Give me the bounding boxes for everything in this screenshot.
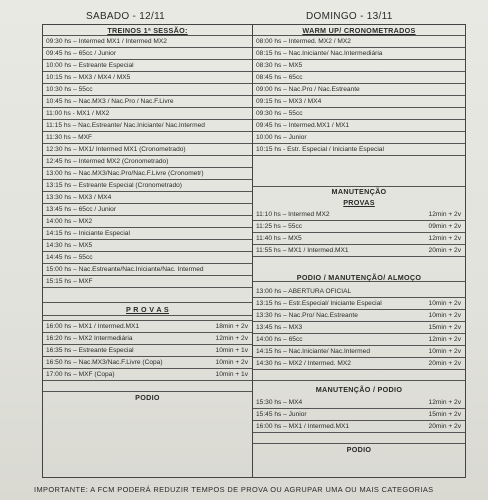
prova-row — [253, 421, 465, 433]
session-text: 08:45 hs – 65cc — [256, 74, 303, 81]
blank-row — [253, 433, 465, 444]
warmup-row — [253, 132, 465, 144]
session-text: 11:25 hs – 55cc — [256, 223, 303, 230]
session-text: 12:30 hs – MX1/ Intermed MX1 (Cronometrado) — [46, 146, 186, 153]
session-text: 13:00 hs – Nac.MX3/Nac.Pro/Nac.F.Livre (Cronometr) — [46, 170, 204, 177]
session-duration: 10min + 2v — [428, 300, 461, 307]
session-duration: 20min + 2v — [428, 247, 461, 254]
prova-row — [43, 333, 252, 345]
session-text: 14:00 hs – 65cc — [256, 336, 303, 343]
sunday-heading: DOMINGO - 13/11 — [306, 11, 393, 22]
treino-row — [43, 180, 252, 192]
session-text: 09:45 hs – Intermed.MX1 / MX1 — [256, 122, 350, 129]
session-duration: 10min + 1v — [215, 371, 248, 378]
prova-row — [43, 357, 252, 369]
session-duration: 15min + 2v — [428, 411, 461, 418]
session-text: 14:15 hs – Iniciante Especial — [46, 230, 130, 237]
schedule-table — [42, 24, 466, 478]
treino-row — [43, 204, 252, 216]
treino-row — [43, 48, 252, 60]
blank-row — [43, 288, 252, 303]
session-text: 15:15 hs – MXF — [46, 278, 93, 285]
session-text: 16:20 hs – MX2 Intermediária — [46, 335, 133, 342]
session-text: 13:00 hs – ABERTURA OFICIAL — [256, 288, 352, 295]
manutencao-podio-title: MANUTENÇÃO / PODIO — [315, 385, 403, 394]
session-text: 09:45 hs – 65cc / Junior — [46, 50, 117, 57]
session-duration: 12min + 2v — [215, 335, 248, 342]
prova-row — [253, 409, 465, 421]
treino-row — [43, 144, 252, 156]
treino-row — [43, 60, 252, 72]
warmup-row — [253, 48, 465, 60]
saturday-heading: SABADO - 12/11 — [86, 11, 166, 22]
session-duration: 12min + 2v — [428, 336, 461, 343]
session-text: 10:30 hs – 55cc — [46, 86, 93, 93]
session-text: 08:15 hs – Nac.Iniciante/ Nac.Intermediária — [256, 50, 383, 57]
session-duration: 09min + 2v — [428, 223, 461, 230]
blank-row — [253, 370, 465, 381]
session-text: 16:00 hs – MX1 / Intermed.MX1 — [46, 323, 140, 330]
session-text: 13:30 hs – Nac.Pro/ Nac.Estreante — [256, 312, 358, 319]
session-duration: 12min + 2v — [428, 399, 461, 406]
warmup-row — [253, 120, 465, 132]
blank-row — [253, 25, 465, 36]
warmup-row — [253, 84, 465, 96]
prova-row — [253, 298, 465, 310]
prova-row — [253, 322, 465, 334]
session-duration: 12min + 2v — [428, 211, 461, 218]
session-text: 13:45 hs – 65cc / Junior — [46, 206, 117, 213]
session-text: 10:00 hs – Estreante Especial — [46, 62, 134, 69]
session-text: 14:00 hs – MX2 — [46, 218, 93, 225]
treino-row — [43, 168, 252, 180]
prova-row — [253, 358, 465, 370]
prova-row — [253, 245, 465, 257]
session-duration: 10min + 2v — [215, 359, 248, 366]
prova-row — [253, 397, 465, 409]
session-text: 15:30 hs – MX4 — [256, 399, 303, 406]
session-text: 10:15 hs - Estr. Especial / Iniciante Especial — [256, 146, 384, 153]
session-text: 15:45 hs – Junior — [256, 411, 307, 418]
session-text: 16:50 hs – Nac.MX3/Nac.F.Livre (Copa) — [46, 359, 163, 366]
warmup-row — [253, 60, 465, 72]
session-text: 11:30 hs – MXF — [46, 134, 93, 141]
prova-row — [43, 369, 252, 381]
session-text: 13:15 hs – Estr.Especial/ Iniciante Especial — [256, 300, 382, 307]
treino-row — [43, 84, 252, 96]
session-text: 10:15 hs – MX3 / MX4 / MX5 — [46, 74, 131, 81]
treino-row — [43, 264, 252, 276]
warmup-row — [253, 144, 465, 156]
prova-row — [43, 321, 252, 333]
treino-row — [43, 108, 252, 120]
session-text: 10:45 hs – Nac.MX3 / Nac.Pro / Nac.F.Livre — [46, 98, 174, 105]
session-text: 09:00 hs – Nac.Pro / Nac.Estreante — [256, 86, 360, 93]
session-duration: 10min + 2v — [428, 348, 461, 355]
treino-row — [43, 252, 252, 264]
warmup-row — [253, 36, 465, 48]
treino-row — [43, 72, 252, 84]
session-duration: 10min + 1v — [215, 347, 248, 354]
session-text: 11:15 hs – Nac.Estreante/ Nac.Iniciante/ Nac.Intermed — [46, 122, 205, 129]
podio-almoco-title: PODIO / MANUTENÇÃO/ ALMOÇO — [296, 273, 422, 282]
prova-row — [43, 345, 252, 357]
session-text: 13:30 hs – MX3 / MX4 — [46, 194, 112, 201]
session-text: 11:40 hs – MX5 — [256, 235, 302, 242]
blank-row — [253, 156, 465, 187]
prova-row — [253, 346, 465, 358]
session-duration: 20min + 2v — [428, 360, 461, 367]
session-text: 08:00 hs – Intermed. MX2 / MX2 — [256, 38, 351, 45]
session-text: 09:30 hs – Intermed MX1 / Intermed MX2 — [46, 38, 167, 45]
session-duration: 15min + 2v — [428, 324, 461, 331]
treino-row — [43, 96, 252, 108]
session-text: 14:30 hs – MX2 / Intermed. MX2 — [256, 360, 351, 367]
podio-title: PODIO — [135, 393, 160, 402]
session-text: 14:15 hs – Nac.Iniciante/ Nac.Intermed — [256, 348, 370, 355]
treino-row — [43, 240, 252, 252]
session-text: 14:45 hs – 55cc — [46, 254, 93, 261]
warmup-row — [253, 108, 465, 120]
saturday-column — [43, 25, 253, 477]
session-duration: 10min + 2v — [428, 312, 461, 319]
prova-row — [253, 233, 465, 245]
treino-row — [43, 276, 252, 288]
prova-row — [253, 334, 465, 346]
treino-row — [43, 36, 252, 48]
manutencao-title: MANUTENÇÃO — [331, 187, 387, 196]
prova-row — [253, 286, 465, 298]
session-text: 13:45 hs – MX3 — [256, 324, 303, 331]
session-text: 16:00 hs – MX1 / Intermed.MX1 — [256, 423, 350, 430]
warmup-title: WARM UP/ CRONOMETRADOS — [302, 26, 416, 35]
session-text: 09:30 hs – 55cc — [256, 110, 303, 117]
blank-row — [43, 303, 252, 316]
warmup-row — [253, 72, 465, 84]
session-text: 13:15 hs – Estreante Especial (Cronometrado) — [46, 182, 182, 189]
session-text: 12:45 hs – Intermed MX2 (Cronometrado) — [46, 158, 169, 165]
warmup-row — [253, 96, 465, 108]
session-text: 14:30 hs – MX5 — [46, 242, 93, 249]
session-text: 16:35 hs – Estreante Especial — [46, 347, 134, 354]
prova-row — [253, 209, 465, 221]
session-text: 15:00 hs – Nac.Estreante/Nac.Iniciante/Nac. Intermed — [46, 266, 204, 273]
blank-row — [43, 381, 252, 392]
prova-row — [253, 221, 465, 233]
treino-row — [43, 156, 252, 168]
treino-row — [43, 192, 252, 204]
session-text: 11:10 hs – Intermed MX2 — [256, 211, 330, 218]
treino-row — [43, 228, 252, 240]
footer-note: IMPORTANTE: A FCM PODERÁ REDUZIR TEMPOS DE PROVA OU AGRUPAR UMA OU MAIS CATEGORIAS — [34, 485, 434, 494]
sunday-column — [253, 25, 465, 477]
podio-title: PODIO — [346, 445, 372, 454]
provas-title: PROVAS — [343, 198, 375, 207]
session-duration: 18min + 2v — [215, 323, 248, 330]
session-text: 11:55 hs – MX1 / Intermed.MX1 — [256, 247, 349, 254]
session-text: 11:00 hs - MX1 / MX2 — [46, 110, 110, 117]
treino-row — [43, 120, 252, 132]
session-text: 17:00 hs – MXF (Copa) — [46, 371, 115, 378]
session-duration: 12min + 2v — [428, 235, 461, 242]
treinos-title: TREINOS 1ª SESSÃO: — [107, 26, 188, 35]
provas-title: P R O V A S — [126, 305, 169, 314]
session-text: 08:30 hs – MX5 — [256, 62, 303, 69]
treino-row — [43, 216, 252, 228]
session-text: 09:15 hs – MX3 / MX4 — [256, 98, 322, 105]
treino-row — [43, 132, 252, 144]
session-duration: 20min + 2v — [428, 423, 461, 430]
blank-row — [43, 25, 252, 36]
prova-row — [253, 310, 465, 322]
session-text: 10:00 hs – Junior — [256, 134, 307, 141]
